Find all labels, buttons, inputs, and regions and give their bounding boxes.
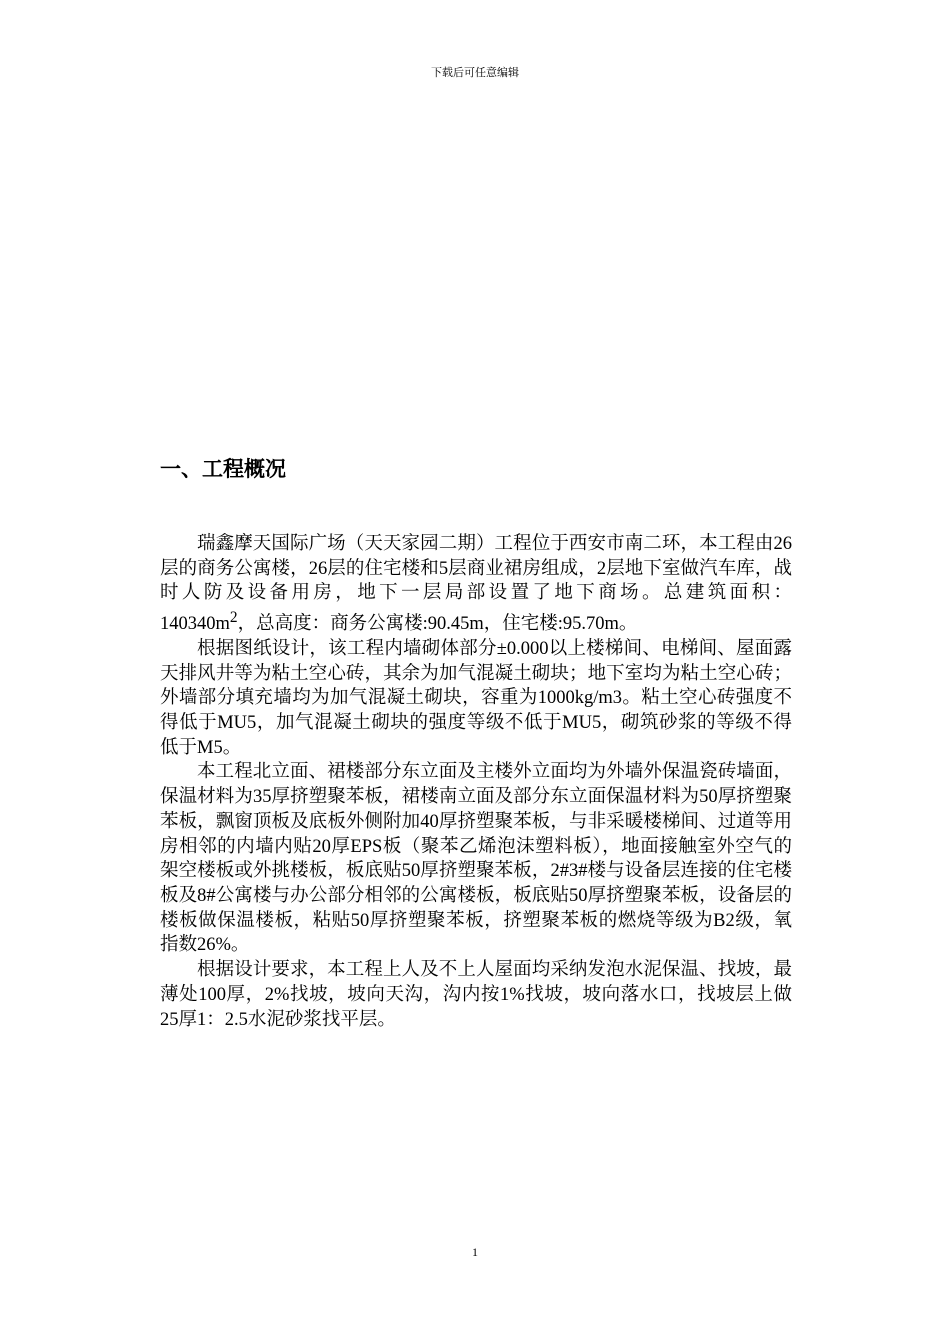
paragraph-text: ，总高度：商务公寓楼:90.45m，住宅楼:95.70m。 xyxy=(237,614,638,635)
body-text xyxy=(160,532,792,1032)
paragraph-project-overview xyxy=(160,532,792,637)
section-title: 一、工程概况 xyxy=(160,457,286,481)
superscript: 2 xyxy=(229,609,238,627)
paragraph-text: 瑞鑫摩天国际广场（天天家园二期）工程位于西安市南二环，本工程由26层的商务公寓楼，26层的住宅楼和5层商业裙房组成，2层地下室做汽车库，战时人防及设备用房，地下一层局部设置了地下商场。总建筑面积：140340m xyxy=(160,534,792,635)
page-number: 1 xyxy=(472,1245,478,1259)
page-header-note: 下载后可任意编辑 xyxy=(431,67,519,79)
paragraph-roof: 根据设计要求，本工程上人及不上人屋面均采纳发泡水泥保温、找坡，最薄处100厚，2%找坡，坡向天沟，沟内按1%找坡，坡向落水口，找坡层上做25厚1：2.5水泥砂浆找平层。 xyxy=(160,960,792,1030)
paragraph-masonry: 根据图纸设计，该工程内墙砌体部分±0.000以上楼梯间、电梯间、屋面露天排风井等为粘土空心砖，其余为加气混凝土砌块；地下室均为粘土空心砖；外墙部分填充墙均为加气混凝土砌块，容重为1000kg/m3。粘土空心砖强度不得低于MU5，加气混凝土砌块的强度等级不低于MU5，砌筑砂浆的等级不得低于M5。 xyxy=(160,638,792,758)
paragraph-insulation: 本工程北立面、裙楼部分东立面及主楼外立面均为外墙外保温瓷砖墙面，保温材料为35厚挤塑聚苯板，裙楼南立面及部分东立面保温材料为50厚挤塑聚苯板，飘窗顶板及底板外侧附加40厚挤塑聚苯板，与非采暖楼梯间、过道等用房相邻的内墙内贴20厚EPS板（聚苯乙烯泡沫塑料板），地面接触室外空气的架空楼板或外挑楼板，板底贴50厚挤塑聚苯板，2#3#楼与设备层连接的住宅楼板及8#公寓楼与办公部分相邻的公寓楼板，板底贴50厚挤塑聚苯板，设备层的楼板做保温楼板，粘贴50厚挤塑聚苯板，挤塑聚苯板的燃烧等级为B2级，氧指数26%。 xyxy=(160,762,792,956)
